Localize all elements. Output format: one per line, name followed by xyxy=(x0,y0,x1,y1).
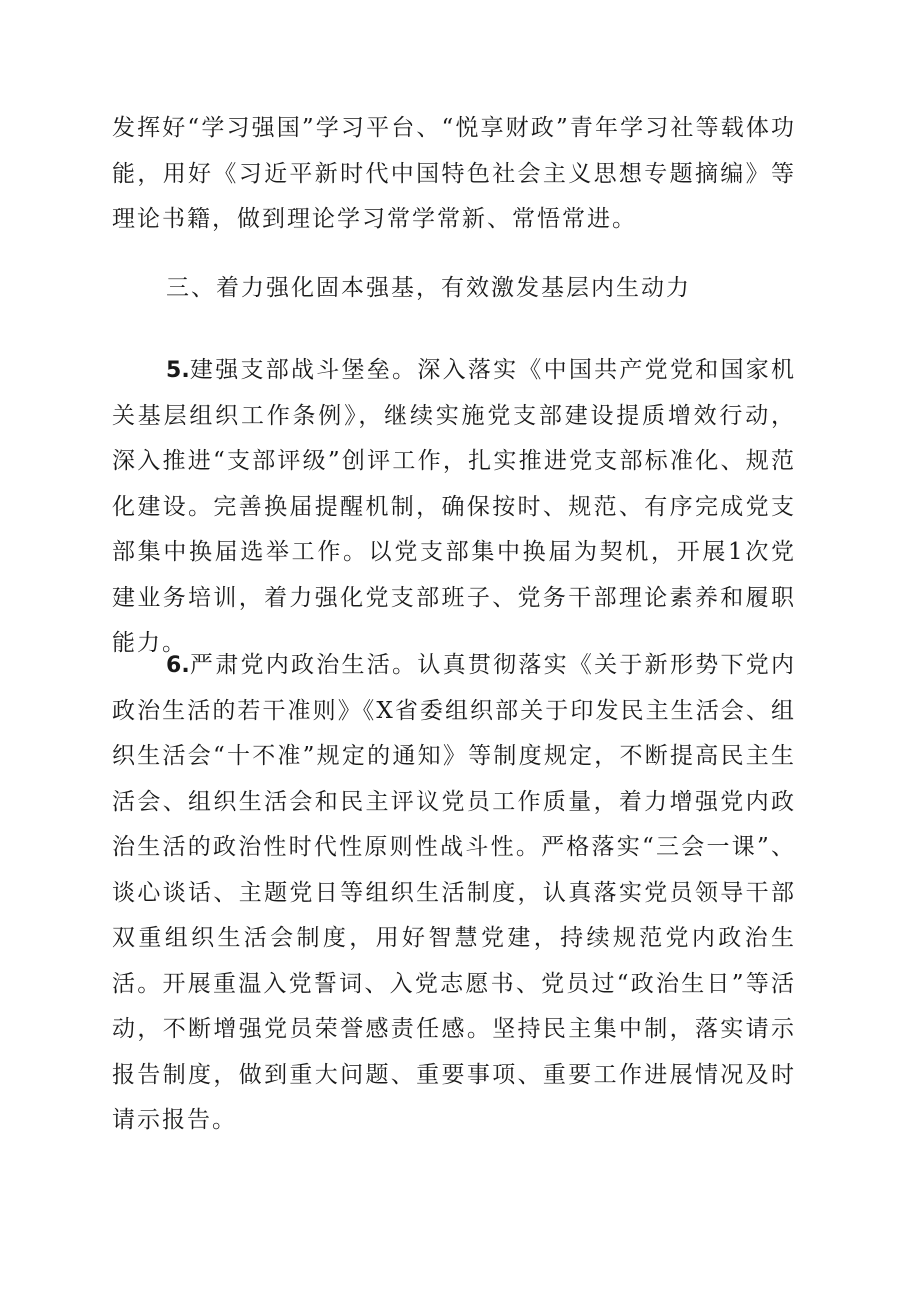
item-6-separator: . xyxy=(181,653,190,678)
item-6-paragraph xyxy=(112,643,796,1144)
paragraph-learning-platforms: 发挥好“学习强国”学习平台、“悦享财政”青年学习社等载体功能，用好《习近平新时代中国特色社会主义思想专题摘编》等理论书籍，做到理论学习常学常新、常悟常进。 xyxy=(112,115,796,232)
item-5-body: 深入落实《中国共产党党和国家机关基层组织工作条例》，继续实施党支部建设提质增效行动，深入推进“支部评级”创评工作，扎实推进党支部标准化、规范化建设。完善换届提醒机制，确保按时、规范、有序完成党支部集中换届选举工作。以党支部集中换届为契机，开展1次党建业务培训，着力强化党支部班子、党务干部理论素养和履职能力。 xyxy=(112,357,797,656)
item-6-body: 认真贯彻落实《关于新形势下党内政治生活的若干准则》《X省委组织部关于印发民主生活会、组织生活会“十不准”规定的通知》等制度规定，不断提高民主生活会、组织生活会和民主评议党员工作质量，着力增强党内政治生活的政治性时代性原则性战斗性。严格落实“三会一课”、谈心谈话、主题党日等组织生活制度，认真落实党员领导干部双重组织生活会制度，用好智慧党建，持续规范党内政治生活。开展重温入党誓词、入党志愿书、党员过“政治生日”等活动，不断增强党员荣誉感责任感。坚持民主集中制，落实请示报告制度，做到重大问题、重要事项、重要工作进展情况及时请示报告。 xyxy=(112,652,797,1133)
section-3-heading: 三、着力强化固本强基，有效激发基层内生动力 xyxy=(166,275,691,301)
item-5-title: 建强支部战斗堡垒。 xyxy=(189,357,418,383)
item-5-number: 5 xyxy=(166,358,182,383)
item-5-paragraph xyxy=(112,348,796,667)
item-6-number: 6 xyxy=(166,653,182,678)
item-6-title: 严肃党内政治生活。 xyxy=(189,652,418,678)
item-5-separator: . xyxy=(181,358,190,383)
